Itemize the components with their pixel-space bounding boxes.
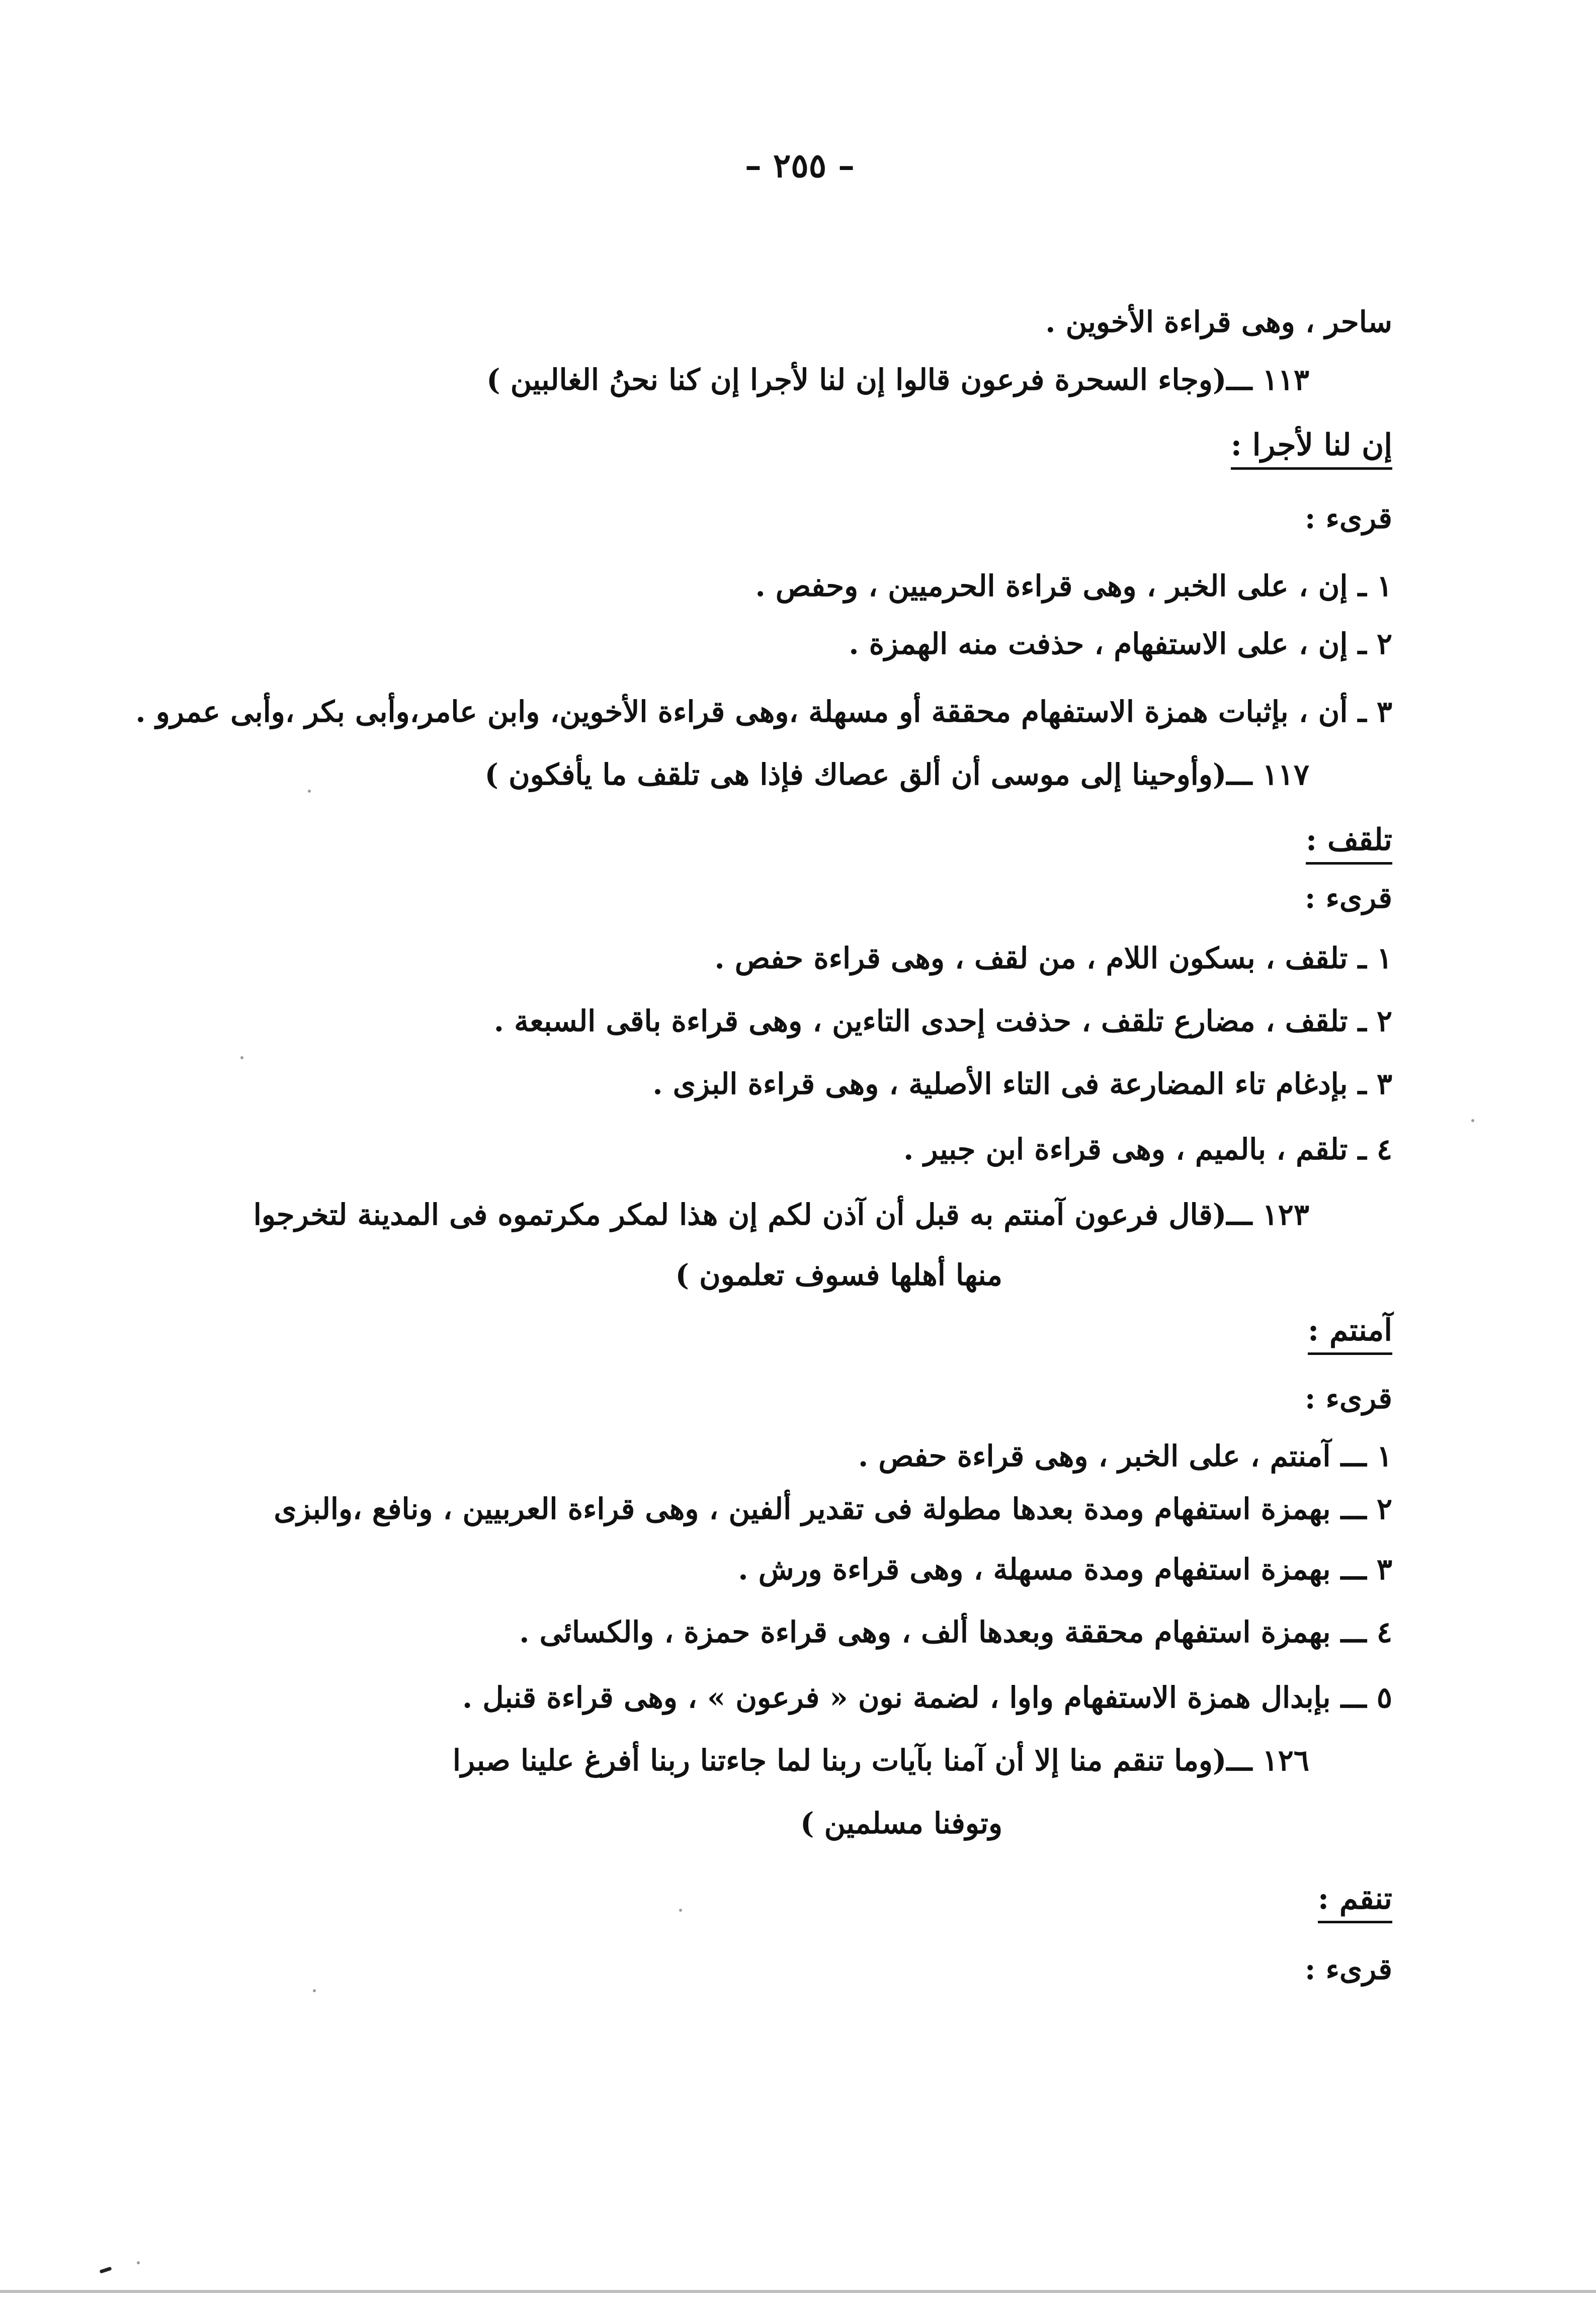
section-heading-talqaf: تلقف : <box>1306 820 1392 865</box>
verse-126: ١٢٦ ـــ(وما تنقم منا إلا أن آمنا بآيات ربنا لما جاءتنا ربنا أفرغ علينا صبرا <box>452 1743 1309 1777</box>
reading-item: ٣ ـــ بهمزة استفهام ومدة مسهلة ، وهى قراءة ورش . <box>738 1552 1392 1586</box>
section-heading-tanqam: تنقم : <box>1318 1879 1392 1923</box>
reading-item: ٤ ـ تلقم ، بالميم ، وهى قراءة ابن جبير . <box>903 1132 1392 1166</box>
scan-speck <box>308 790 311 793</box>
qurie-label: قرىء : <box>1305 501 1392 535</box>
reading-item: ١ ـ إن ، على الخبر ، وهى قراءة الحرميين ، وحفص . <box>755 569 1392 603</box>
qurie-label: قرىء : <box>1305 1381 1392 1415</box>
scan-speck <box>679 1909 682 1912</box>
section-heading-in-lana-laajra: إن لنا لأجرا : <box>1231 425 1392 470</box>
reading-item: ٣ ـ أن ، بإثبات همزة الاستفهام محققة أو مسهلة ،وهى قراءة الأخوين، وابن عامر،وأبى بكر ،وأبى عمرو . <box>135 695 1392 729</box>
line-continuation: ساحر ، وهى قراءة الأخوين . <box>1045 305 1392 339</box>
reading-item: ٣ ـ بإدغام تاء المضارعة فى التاء الأصلية ، وهى قراءة البزى . <box>652 1067 1392 1101</box>
page-bottom-edge <box>0 2290 1596 2293</box>
verse-113: ١١٣ ـــ(وجاء السحرة فرعون قالوا إن لنا لأجرا إن كنا نحنُ الغالبين ) <box>486 363 1309 397</box>
reading-item: ٢ ـــ بهمزة استفهام ومدة بعدها مطولة فى تقدير ألفين ، وهى قراءة العربيين ، ونافع ،والبزى <box>274 1492 1392 1526</box>
verse-123: ١٢٣ ـــ(قال فرعون آمنتم به قبل أن آذن لكم إن هذا لمكر مكرتموه فى المدينة لتخرجوا <box>253 1198 1309 1232</box>
reading-item: ٢ ـ إن ، على الاستفهام ، حذفت منه الهمزة . <box>849 627 1392 661</box>
verse-123-continuation: منها أهلها فسوف تعلمون ) <box>675 1258 1002 1292</box>
reading-item: ٥ ـــ بإبدال همزة الاستفهام واوا ، لضمة نون « فرعون » ، وهى قراءة قنبل . <box>462 1680 1392 1715</box>
qurie-label: قرىء : <box>1305 1952 1392 1986</box>
scan-speck <box>313 1989 316 1992</box>
page-number: – ٢٥٥ – <box>744 146 855 185</box>
reading-item: ٢ ـ تلقف ، مضارع تلقف ، حذفت إحدى التاءين ، وهى قراءة باقى السبعة . <box>493 1004 1392 1038</box>
verse-126-continuation: وتوفنا مسلمين ) <box>800 1806 1002 1840</box>
verse-117: ١١٧ ـــ(وأوحينا إلى موسى أن ألق عصاك فإذا هى تلقف ما يأفكون ) <box>484 757 1309 792</box>
reading-item: ١ ـــ آمنتم ، على الخبر ، وهى قراءة حفص . <box>858 1439 1392 1473</box>
reading-item: ٤ ـــ بهمزة استفهام محققة وبعدها ألف ، وهى قراءة حمزة ، والكسائى . <box>519 1615 1392 1649</box>
scan-speck <box>1471 1119 1474 1122</box>
section-heading-amantum: آمنتم : <box>1308 1310 1392 1355</box>
reading-item: ١ ـ تلقف ، بسكون اللام ، من لقف ، وهى قراءة حفص . <box>714 941 1392 975</box>
scan-speck <box>240 1056 243 1059</box>
scan-speck <box>137 2261 140 2264</box>
scan-mark <box>100 2266 112 2273</box>
qurie-label: قرىء : <box>1305 881 1392 915</box>
